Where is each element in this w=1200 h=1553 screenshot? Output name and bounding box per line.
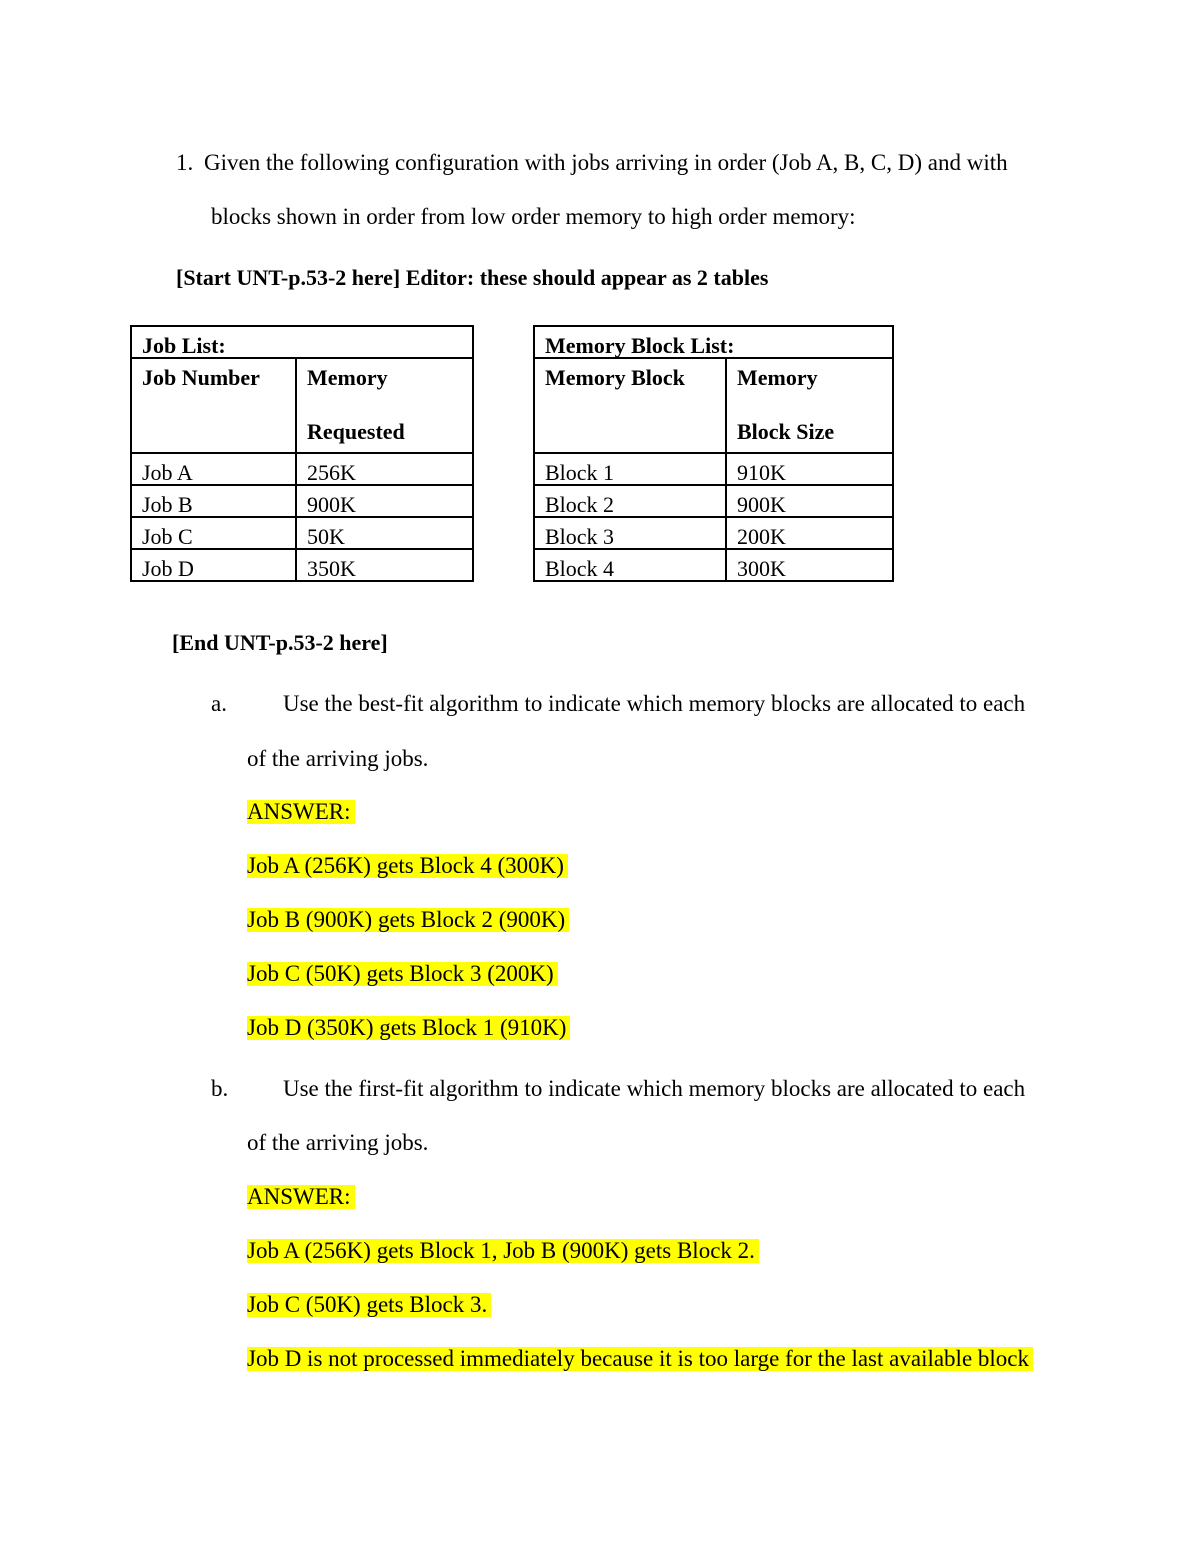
job-name-cell: Job D xyxy=(131,549,296,581)
block-name-cell: Block 4 xyxy=(534,549,726,581)
block-size-cell: 300K xyxy=(726,549,893,581)
part-b-answer-line: Job A (256K) gets Block 1, Job B (900K) gets Block 2. xyxy=(247,1239,759,1263)
part-a-answer-line: Job B (900K) gets Block 2 (900K) xyxy=(247,908,569,932)
block-size-header-line2: Block Size xyxy=(737,419,835,444)
part-b-label: b. xyxy=(211,1076,229,1101)
part-b-answer-line: Job C (50K) gets Block 3. xyxy=(247,1293,491,1317)
job-name-cell: Job C xyxy=(131,517,296,549)
job-name-cell: Job B xyxy=(131,485,296,517)
block-name-cell: Block 2 xyxy=(534,485,726,517)
part-a-answer-line: Job A (256K) gets Block 4 (300K) xyxy=(247,854,568,878)
block-size-cell: 910K xyxy=(726,453,893,485)
memory-block-list-table xyxy=(533,325,894,582)
job-number-header: Job Number xyxy=(131,358,296,453)
table-row xyxy=(534,549,893,581)
table-row xyxy=(534,517,893,549)
question-number: 1. xyxy=(176,150,194,175)
part-b-text-line2: of the arriving jobs. xyxy=(247,1130,429,1155)
table-row xyxy=(534,453,893,485)
block-size-header-line1: Memory xyxy=(737,365,818,390)
block-size-cell: 200K xyxy=(726,517,893,549)
job-memory-cell: 350K xyxy=(296,549,473,581)
block-name-cell: Block 1 xyxy=(534,453,726,485)
part-a-text-line1: Use the best-fit algorithm to indicate which memory blocks are allocated to each xyxy=(283,691,1026,716)
memory-requested-header-line1: Memory xyxy=(307,365,388,390)
part-b-text-line1: Use the first-fit algorithm to indicate which memory blocks are allocated to each xyxy=(283,1076,1026,1101)
job-memory-cell: 900K xyxy=(296,485,473,517)
table-row xyxy=(131,453,473,485)
part-b-answer-label: ANSWER: xyxy=(247,1185,355,1209)
block-size-header xyxy=(726,358,893,453)
block-name-cell: Block 3 xyxy=(534,517,726,549)
table-row xyxy=(131,485,473,517)
job-list-title: Job List: xyxy=(131,326,473,358)
editor-note-start: [Start UNT-p.53-2 here] Editor: these should appear as 2 tables xyxy=(176,265,769,290)
part-a-label: a. xyxy=(211,691,227,716)
memory-block-list-title: Memory Block List: xyxy=(534,326,893,358)
question-text-line1: Given the following configuration with jobs arriving in order (Job A, B, C, D) and with xyxy=(204,150,1008,175)
job-memory-cell: 50K xyxy=(296,517,473,549)
memory-block-header: Memory Block xyxy=(534,358,726,453)
editor-note-end: [End UNT-p.53-2 here] xyxy=(172,630,388,655)
job-memory-cell: 256K xyxy=(296,453,473,485)
part-b-answer-line: Job D is not processed immediately because it is too large for the last available block xyxy=(247,1347,1033,1371)
part-a-answer-line: Job C (50K) gets Block 3 (200K) xyxy=(247,962,558,986)
memory-requested-header-line2: Requested xyxy=(307,419,405,444)
question-text-line2: blocks shown in order from low order memory to high order memory: xyxy=(211,204,856,229)
table-row xyxy=(131,517,473,549)
table-row xyxy=(131,549,473,581)
part-a-answer-label: ANSWER: xyxy=(247,800,355,824)
job-name-cell: Job A xyxy=(131,453,296,485)
job-list-table xyxy=(130,325,474,582)
block-size-cell: 900K xyxy=(726,485,893,517)
part-a-text-line2: of the arriving jobs. xyxy=(247,746,429,771)
part-a-answer-line: Job D (350K) gets Block 1 (910K) xyxy=(247,1016,570,1040)
table-row xyxy=(534,485,893,517)
memory-requested-header xyxy=(296,358,473,453)
